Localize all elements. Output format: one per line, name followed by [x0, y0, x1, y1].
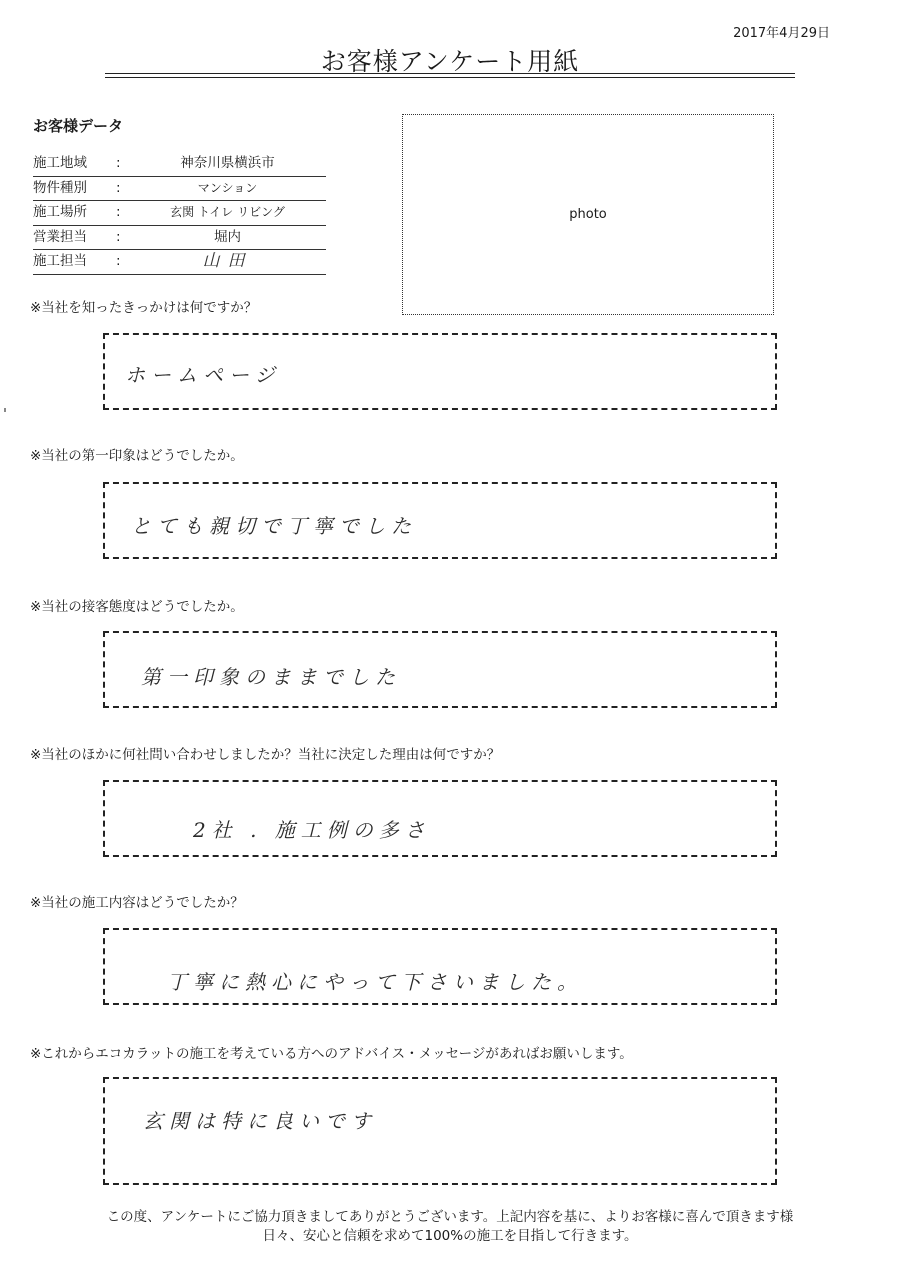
row-value: 玄関 トイレ リビング: [170, 205, 285, 219]
answer-box-6: [103, 1077, 777, 1185]
question-2: ※当社の第一印象はどうでしたか。: [30, 448, 244, 464]
row-value: 神奈川県横浜市: [180, 155, 275, 171]
row-value: マンション: [197, 180, 258, 195]
answer-5: 丁寧に熱心にやって下さいました。: [167, 970, 583, 994]
question-4: ※当社のほかに何社問い合わせしましたか？当社に決定した理由は何ですか？: [30, 747, 501, 763]
footer-line-2: 日々、安心と信頼を求めて100%の施工を目指して行きます。: [262, 1228, 638, 1244]
data-row-sales-rep: [33, 226, 326, 251]
data-row-installer: [33, 250, 326, 275]
question-5: ※当社の施工内容はどうでしたか？: [30, 895, 244, 911]
answer-4: 2社 . 施工例の多さ: [193, 818, 431, 842]
photo-label: photo: [569, 207, 607, 222]
answer-2: とても親切で丁寧でした: [131, 514, 417, 538]
row-colon: :: [116, 253, 121, 269]
scan-margin-mark: [4, 408, 6, 412]
data-row-area: [33, 152, 326, 177]
row-colon: :: [116, 228, 121, 245]
survey-date: 2017年4月29日: [733, 26, 830, 41]
row-value-handwritten: 山田: [202, 251, 253, 271]
answer-6: 玄関は特に良いです: [143, 1109, 377, 1133]
data-row-property-type: [33, 177, 326, 202]
answer-1: ホームページ: [125, 363, 281, 387]
title-underline: [105, 73, 795, 78]
customer-data-table: [33, 152, 326, 275]
row-label: 施工担当: [33, 253, 87, 269]
footer-message: [0, 1208, 900, 1246]
row-colon: :: [116, 179, 121, 196]
footer-line-1: この度、アンケートにご協力頂きましてありがとうございます。上記内容を基に、よりお客様に喜んで頂きます様: [106, 1209, 794, 1225]
row-label: 施工場所: [33, 204, 87, 220]
answer-box-3: [103, 631, 777, 708]
photo-placeholder: [402, 114, 774, 315]
row-value: 堀内: [214, 228, 241, 245]
row-label: 施工地域: [33, 155, 87, 171]
question-3: ※当社の接客態度はどうでしたか。: [30, 599, 244, 615]
page-title: お客様アンケート用紙: [320, 47, 580, 76]
data-row-location: [33, 201, 326, 226]
answer-box-4: [103, 780, 777, 857]
answer-box-2: [103, 482, 777, 559]
row-label: 物件種別: [33, 179, 87, 196]
answer-3: 第一印象のままでした: [141, 665, 401, 689]
row-label: 営業担当: [33, 228, 87, 245]
answer-box-5: [103, 928, 777, 1005]
row-colon: :: [116, 204, 121, 220]
question-6: ※これからエコカラットの施工を考えている方へのアドバイス・メッセージがあればお願いします。: [30, 1046, 633, 1062]
customer-data-heading: お客様データ: [33, 117, 124, 135]
answer-box-1: [103, 333, 777, 410]
question-1: ※当社を知ったきっかけは何ですか？: [30, 300, 258, 316]
row-colon: :: [116, 155, 121, 171]
